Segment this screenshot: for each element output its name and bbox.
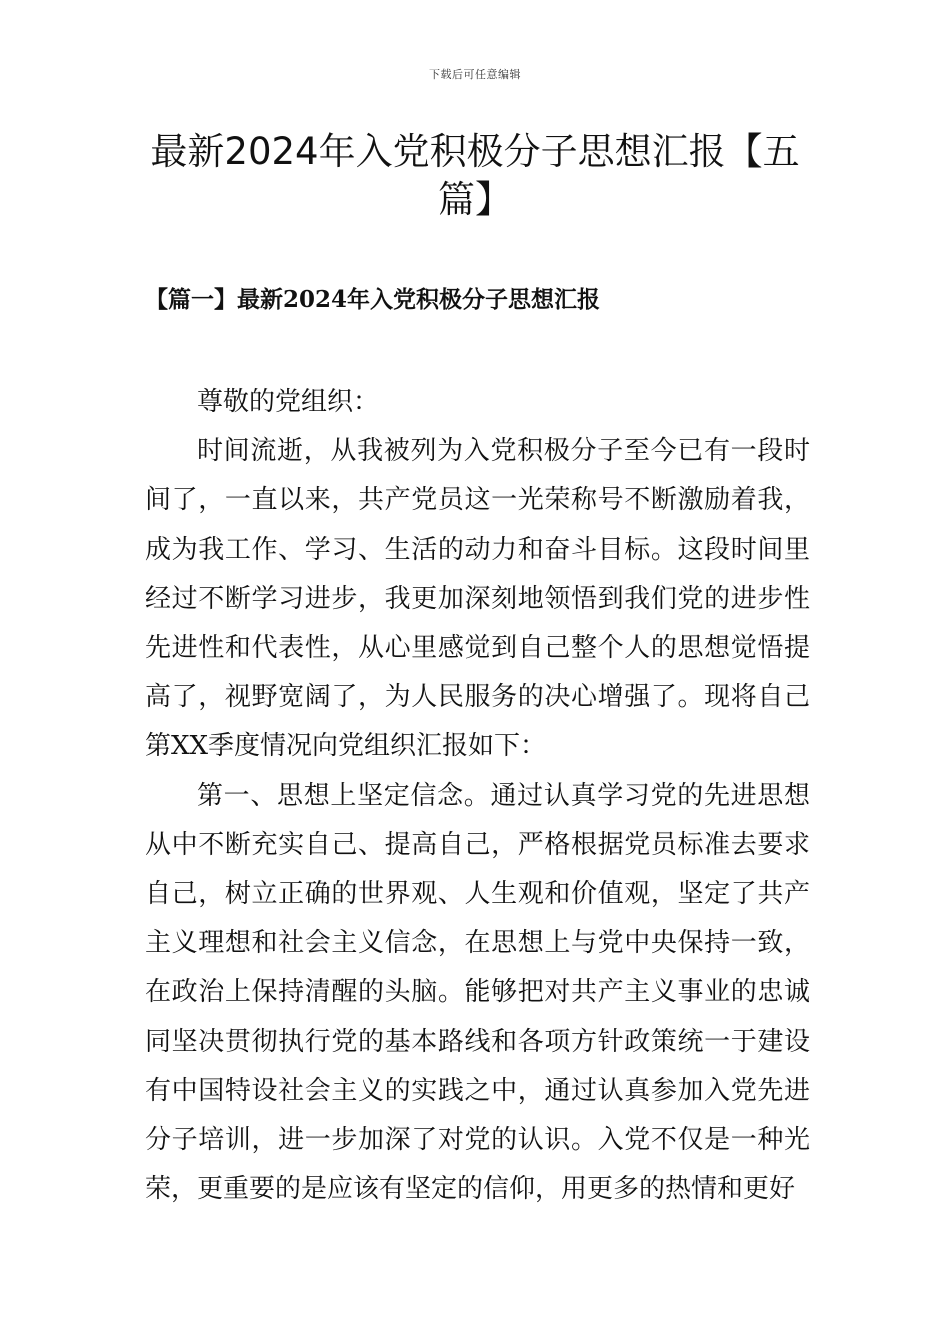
document-body [145, 378, 810, 1214]
header-note: 下载后可任意编辑 [429, 68, 521, 81]
section-heading: 【篇一】最新2024年入党积极分子思想汇报 [145, 286, 601, 313]
body-paragraph: 时间流逝，从我被列为入党积极分子至今已有一段时间了，一直以来，共产党员这一光荣称号不断激励着我，成为我工作、学习、生活的动力和奋斗目标。这段时间里经过不断学习进步，我更加深刻地领悟到我们党的进步性先进性和代表性，从心里感觉到自己整个人的思想觉悟提高了，视野宽阔了，为人民服务的决心增强了。现将自己第XX季度情况向党组织汇报如下： [145, 436, 810, 762]
body-paragraph: 第一、思想上坚定信念。通过认真学习党的先进思想从中不断充实自己、提高自己，严格根据党员标准去要求自己，树立正确的世界观、人生观和价值观，坚定了共产主义理想和社会主义信念，在思想上与党中央保持一致，在政治上保持清醒的头脑。能够把对共产主义事业的忠诚同坚决贯彻执行党的基本路线和各项方针政策统一于建设有中国特设社会主义的实践之中，通过认真参加入党先进分子培训，进一步加深了对党的认识。入党不仅是一种光荣，更重要的是应该有坚定的信仰，用更多的热情和更好 [145, 780, 810, 1205]
document-title: 最新2024年入党积极分子思想汇报【五篇】 [150, 130, 800, 221]
salutation-paragraph: 尊敬的党组织： [197, 387, 380, 417]
